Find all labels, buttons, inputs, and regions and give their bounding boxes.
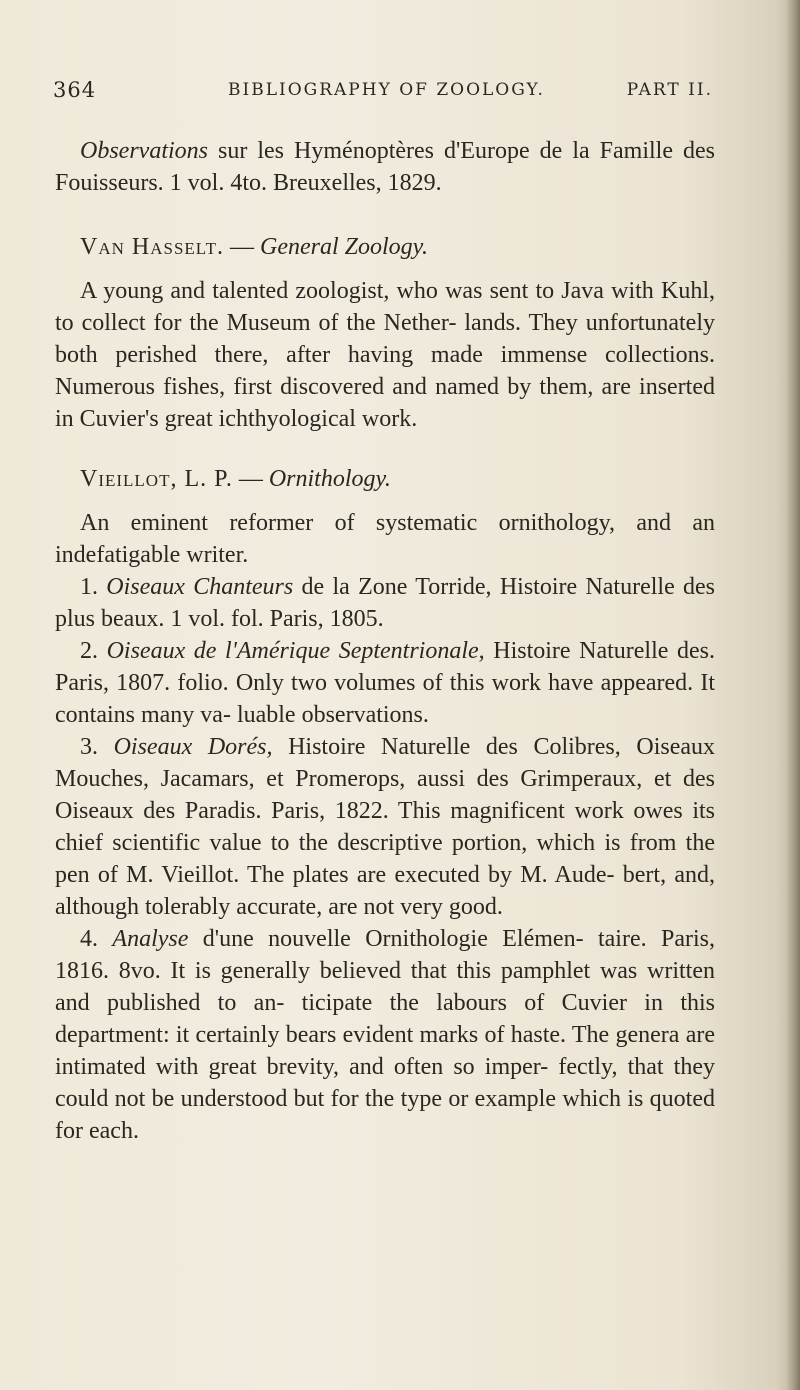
work-title: Oiseaux de l'Amérique Septentrionale, (106, 638, 485, 664)
work-item (55, 635, 715, 731)
running-header (53, 78, 713, 110)
entry-title: Observations (80, 138, 208, 164)
work-item (55, 731, 715, 923)
work-item (55, 923, 715, 1147)
work-item (55, 571, 715, 635)
work-title: Oiseaux Chanteurs (106, 574, 294, 600)
author-name: Vieillot, L. P. (80, 466, 233, 492)
entry-text: sur les Hyménoptères d'Europe de la Famille des Fouisseurs. 1 vol. 4to. Breuxelles, 1829. (55, 138, 715, 196)
work-number: 4. (80, 926, 113, 952)
work-title: Analyse (112, 926, 189, 952)
running-title: BIBLIOGRAPHY OF ZOOLOGY. (228, 80, 545, 100)
work-number: 3. (80, 734, 114, 760)
work-number: 1. (80, 574, 107, 600)
work-number: 2. (80, 638, 107, 664)
work-text: d'une nouvelle Ornithologie Elémen- taire. Paris, 1816. 8vo. It is generally believed that this pamphlet was written and published to an- ticipate the labours of Cuvier in this department: it certainly bears evident marks of haste. The genera are intimated with great brevity, and often so imper- fectly, that they could not be understood but for the type or example which is quoted for each. (55, 926, 715, 1144)
heading-dash: — (232, 466, 269, 492)
part-label: PART II. (626, 80, 713, 100)
work-text: Histoire Naturelle des Colibres, Oiseaux Mouches, Jacamars, et Promerops, aussi des Grimperaux, et des Oiseaux des Paradis. Paris, 1822. This magnificent work owes its chief scientific value to the descriptive portion, which is from the pen of M. Vieillot. The plates are executed by M. Aude- bert, and, although tolerably accurate, are not very good. (55, 734, 716, 920)
author-subject: General Zoology. (260, 234, 428, 260)
page-edge-shadow (786, 0, 800, 1390)
author-description: An eminent reformer of systematic ornithology, and an indefatigable writer. (55, 510, 715, 568)
work-title: Oiseaux Dorés, (113, 734, 273, 760)
work-text: de la Zone Torride, Histoire Naturelle des plus beaux. 1 vol. fol. Paris, 1805. (55, 574, 716, 632)
page-body (55, 135, 715, 1147)
entry-observations (55, 135, 715, 199)
heading-dash: — (224, 234, 260, 260)
author-heading-van-hasselt (55, 231, 715, 263)
author-subject: Ornithology. (268, 466, 391, 492)
author-description: A young and talented zoologist, who was sent to Java with Kuhl, to collect for the Museum of the Nether- lands. They unfortunately both perished there, after having made immense collections. Numerous fishes, first discovered and named by them, are inserted in Cuvier's great ichthyological work. (55, 278, 715, 432)
work-text: Histoire Naturelle des. Paris, 1807. folio. Only two volumes of this work have appeared. It contains many va- luable observations. (55, 638, 715, 728)
page-number: 364 (53, 78, 97, 102)
author-heading-vieillot (55, 463, 715, 495)
author-name: Van Hasselt. (80, 234, 224, 260)
